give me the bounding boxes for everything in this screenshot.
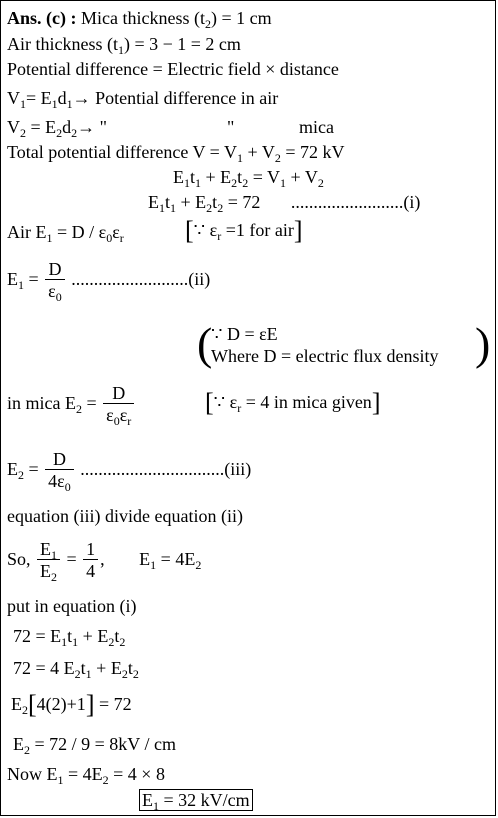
total-pd: Total potential difference $V = V_1 + V_2 = 72$ kV <box>7 142 345 165</box>
equation-i: $E_1t_1 + E_2t_2 = 72$ .........................(i) <box>148 192 421 215</box>
v2-ditto: " <box>227 117 235 137</box>
e2-fraction: $\frac{D}{4\varepsilon_0}$ <box>45 449 74 492</box>
mica-condition: [∵ $\varepsilon_r = 4$ in mica given] <box>205 388 381 417</box>
line-72b: 72 = 4 $E_2t_1 + E_2t_2$ <box>13 658 139 681</box>
answer-label: Ans. (c) : <box>7 8 77 28</box>
quarter-fraction: $\frac{1}{4}$ <box>83 539 98 582</box>
mica-e2: in mica $E_2$ = $\frac{D}{\varepsilon_0\varepsilon_r}$ <box>7 381 136 426</box>
e2-result: $E_2 = 72 / 9 = 8kV$ / cm <box>13 734 176 757</box>
answer-line <box>7 7 272 29</box>
air-thickness: Air thickness $(t_1) = 3 - 1 = 2$ cm <box>7 34 241 57</box>
air-e1: Air $E_1 = D / \varepsilon_0\varepsilon_r$ <box>7 222 124 245</box>
equation-sum-voltage: $E_1t_1 + E_2t_2 = V_1 + V_2$ <box>173 167 324 190</box>
put-in-equation: put in equation (i) <box>7 596 137 616</box>
now-e1-line: Now $E_1 = 4E_2 = 4 \times 8$ <box>7 764 165 787</box>
line-72a: $72 = E_1t_1 + E_2t_2$ <box>13 626 126 649</box>
air-condition: [∵ $\varepsilon_r =1$ for air] <box>185 216 303 245</box>
e2-equation-iii: $E_2$ = $\frac{D}{4\varepsilon_0}$ ................................(iii) <box>7 449 252 495</box>
v1-line: $V_1= E_1d_1\to$ Potential difference in air <box>7 88 279 111</box>
solution-sheet: Ans. (c) : Mica thickness $(t_2) = 1$ cm Air thickness $(t_1) = 3 - 1 = 2$ cm Potential difference = Electric field × distance $V_1= E_1d_1\to$ Potential difference in air $V_2 = E_2d_2\to$ " " mica Total potential difference $V = V_1 + V_2 = 72$ kV $E_1t_1 + E_2t_2 = V_1 + V_2$ $E_1t_1 + E_2t_2 = 72$ .........................(i) Air $E_1 = D / \varepsilon_0\varepsilon_r$ [∵ $\varepsilon_r =1$ for air] $E_1$ = $\frac{D}{\varepsilon_0}$ ..........................(ii) ( ∵ D = εE Where D = electric flux density ) in mica $E_2$ = $\frac{D}{\varepsilon_0\varepsilon_r}$ [∵ $\varepsilon_r = 4$ in mica given] $E_2$ = $\frac{D}{4\varepsilon_0}$ ................................(iii) equation (iii) divide equation (ii) So, $\frac{E_1}{E_2}$ = $\frac{1}{4}$ , $E_1 = 4E_2$ put in equation (i) $72 = E_1t_1 + E_2t_2$ 72 = 4 $E_2t_1 + E_2t_2$ $E_2[4(2)+1] = 72$ $E_2 = 72 / 9 = 8kV$ / cm Now $E_1 = 4E_2 = 4 \times 8$ $E_1 = 32$ kV/cm <box>0 0 496 816</box>
mica-thickness: Mica thickness $(t_2) = 1$ cm <box>81 8 272 31</box>
e1-fraction: $\frac{D}{\varepsilon_0}$ <box>45 259 65 302</box>
final-answer <box>139 789 253 811</box>
pd-definition: Potential difference = Electric field × distance <box>7 59 339 79</box>
bracket-equation: $E_2[4(2)+1] = 72$ <box>11 690 132 719</box>
v2-mica: mica <box>299 117 334 137</box>
e1-equation-ii: $E_1$ = $\frac{D}{\varepsilon_0}$ ..........................(ii) <box>7 259 211 305</box>
ratio-fraction: $\frac{E_1}{E_2}$ <box>37 539 60 582</box>
v2-line: $V_2 = E_2d_2\to$ " <box>7 117 108 140</box>
ratio-line: So, $\frac{E_1}{E_2}$ = $\frac{1}{4}$ , $E_1 = 4E_2$ <box>7 539 202 585</box>
final-answer-box: $E_1 = 32$ kV/cm <box>139 789 253 811</box>
mica-e2-fraction: $\frac{D}{\varepsilon_0\varepsilon_r}$ <box>103 383 134 426</box>
divide-note: equation (iii) divide equation (ii) <box>7 506 243 526</box>
